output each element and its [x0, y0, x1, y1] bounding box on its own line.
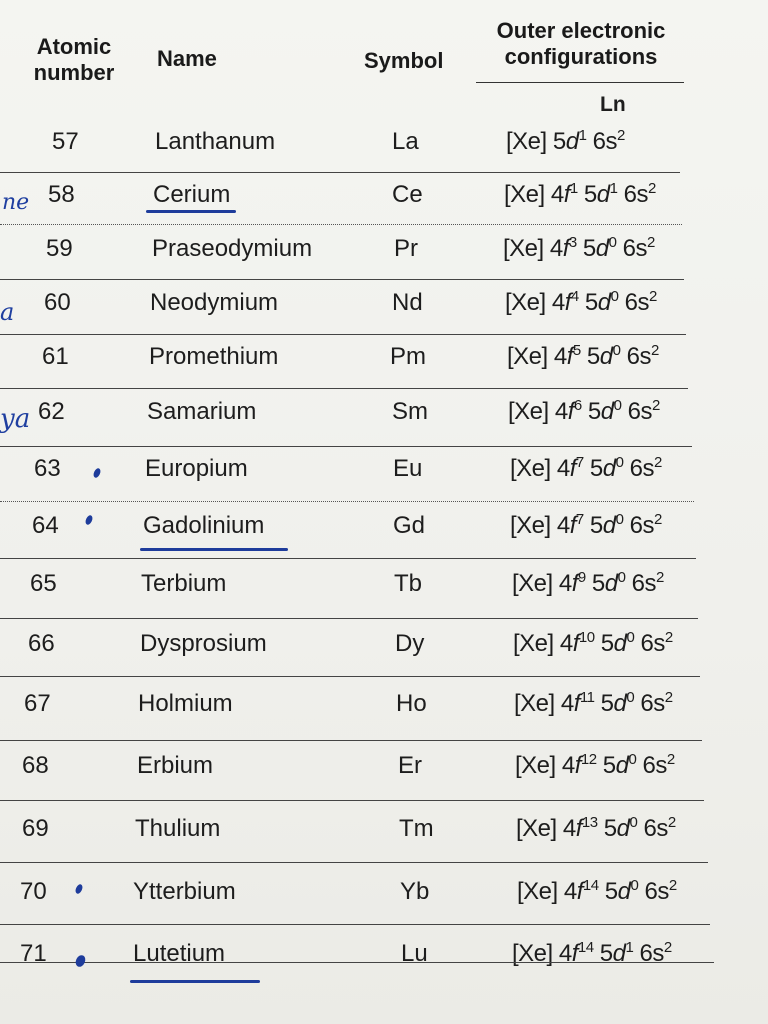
- atomic-number: 58: [48, 181, 75, 208]
- header-config-ln: Ln: [600, 93, 626, 116]
- config-core: [Xe]: [516, 815, 557, 842]
- element-name: Gadolinium: [143, 512, 265, 539]
- config-f-exponent: 7: [575, 511, 584, 528]
- element-symbol: Tm: [399, 815, 434, 842]
- config-s-exponent: 2: [648, 180, 656, 197]
- element-symbol: Tb: [394, 570, 423, 597]
- config-core: [Xe]: [517, 878, 558, 905]
- atomic-number: 64: [32, 512, 59, 539]
- config-s-exponent: 2: [663, 939, 672, 956]
- config-s-label: 6s: [640, 630, 665, 657]
- ink-underline-gadolinium: [140, 548, 288, 551]
- config-core: [Xe]: [508, 398, 549, 425]
- header-config-line2: configurations: [504, 44, 658, 69]
- electron-configuration: [Xe] $4f^{12}$ $5d^0$ $6s^2$: [515, 751, 675, 779]
- config-s-exponent: 2: [616, 127, 625, 144]
- electron-configuration: [Xe] $4f^6$ $5d^0$ $6s^2$: [508, 397, 660, 425]
- ink-mark-gadolinium: [84, 514, 94, 526]
- element-symbol: Eu: [393, 455, 423, 482]
- element-symbol: Pr: [394, 235, 418, 262]
- electron-configuration: [Xe] $4f^{11}$ $5d^0$ $6s^2$: [514, 689, 673, 717]
- config-f-exponent: 10: [578, 629, 595, 646]
- config-s-exponent: 2: [666, 751, 675, 768]
- row-divider: [0, 334, 686, 335]
- config-d-exponent: 0: [626, 689, 635, 706]
- config-d-exponent: 0: [626, 629, 635, 646]
- row-divider: [0, 446, 692, 447]
- config-s-label: 6s: [640, 690, 665, 717]
- config-core: [Xe]: [504, 181, 545, 208]
- electron-configuration: [Xe] $4f^7$ $5d^0$ $6s^2$: [510, 511, 662, 539]
- header-atomic-line2: number: [33, 60, 115, 85]
- ink-underline-lutetium: [130, 980, 260, 983]
- config-s-label: 6s: [644, 878, 669, 905]
- config-d-exponent: 0: [628, 751, 637, 768]
- row-divider: [0, 962, 714, 963]
- header-config: [478, 18, 684, 70]
- config-core: [Xe]: [513, 630, 554, 657]
- config-core: [Xe]: [514, 690, 555, 717]
- atomic-number: 71: [20, 940, 47, 967]
- element-name: Dysprosium: [140, 630, 267, 657]
- header-name: Name: [157, 46, 217, 71]
- element-name: Thulium: [135, 815, 221, 842]
- config-s-exponent: 2: [651, 342, 659, 359]
- config-f-exponent: 4: [570, 288, 579, 305]
- config-d-exponent: 0: [615, 454, 624, 471]
- config-s-exponent: 2: [652, 397, 660, 414]
- config-s-label: 6s: [629, 455, 655, 482]
- config-s-exponent: 2: [667, 814, 676, 831]
- config-f-exponent: 3: [568, 234, 577, 251]
- element-name: Lanthanum: [155, 128, 276, 155]
- config-core: [Xe]: [503, 235, 544, 262]
- atomic-number: 68: [22, 752, 49, 779]
- config-core: [Xe]: [507, 343, 548, 370]
- config-s-exponent: 2: [664, 689, 673, 706]
- electron-configuration: [Xe] $4f^9$ $5d^0$ $6s^2$: [512, 569, 664, 597]
- config-s-label: 6s: [624, 289, 650, 316]
- element-symbol: Er: [398, 752, 422, 779]
- atomic-number: 69: [22, 815, 49, 842]
- row-divider: [0, 558, 696, 559]
- row-divider: [0, 172, 680, 173]
- config-s-label: 6s: [592, 128, 617, 155]
- config-d-exponent: 0: [630, 877, 639, 894]
- config-s-exponent: 2: [647, 234, 655, 251]
- ink-underline-cerium: [146, 210, 236, 213]
- config-d-exponent: 0: [612, 342, 621, 359]
- electron-configuration: [Xe] $4f^{14}$ $5d^1$ $6s^2$: [512, 939, 672, 967]
- config-f-exponent: 12: [580, 751, 597, 768]
- electron-configuration: [Xe] $4f^{13}$ $5d^0$ $6s^2$: [516, 814, 676, 842]
- element-symbol: Yb: [400, 878, 430, 905]
- element-name: Ytterbium: [133, 878, 236, 905]
- config-s-exponent: 2: [664, 629, 673, 646]
- atomic-number: 67: [24, 690, 51, 717]
- config-d-exponent: 1: [625, 939, 634, 956]
- element-name: Samarium: [147, 398, 257, 425]
- electron-configuration: [Xe] $5d^1$ $6s^2$: [506, 127, 625, 155]
- element-symbol: Dy: [395, 630, 425, 657]
- element-symbol: Pm: [390, 343, 426, 370]
- row-divider: [0, 279, 684, 280]
- config-d-exponent: 0: [615, 511, 624, 528]
- config-f-exponent: 14: [577, 939, 594, 956]
- config-core: [Xe]: [506, 128, 547, 155]
- config-core: [Xe]: [512, 940, 553, 967]
- config-f-exponent: 5: [572, 342, 581, 359]
- element-name: Neodymium: [150, 289, 279, 316]
- element-name: Holmium: [138, 690, 233, 717]
- config-s-exponent: 2: [654, 454, 662, 471]
- electron-configuration: [Xe] $4f^4$ $5d^0$ $6s^2$: [505, 288, 657, 316]
- config-f-exponent: 13: [581, 814, 598, 831]
- config-f-exponent: 9: [577, 569, 586, 586]
- config-d-exponent: 0: [608, 234, 617, 251]
- electron-configuration: [Xe] $4f^5$ $5d^0$ $6s^2$: [507, 342, 659, 370]
- config-s-exponent: 2: [649, 288, 657, 305]
- config-f-exponent: 7: [575, 454, 584, 471]
- header-symbol: Symbol: [364, 48, 444, 73]
- element-symbol: La: [392, 128, 419, 155]
- row-divider: [0, 224, 682, 225]
- element-symbol: Lu: [401, 940, 428, 967]
- atomic-number: 65: [30, 570, 57, 597]
- atomic-number: 66: [28, 630, 55, 657]
- config-s-label: 6s: [642, 752, 667, 779]
- element-name: Praseodymium: [152, 235, 313, 262]
- config-d-exponent: 1: [578, 127, 587, 144]
- header-atomic-line1: Atomic: [36, 34, 112, 59]
- handwritten-note-62: ya: [0, 404, 31, 434]
- config-s-label: 6s: [629, 512, 655, 539]
- config-d-exponent: 0: [629, 814, 638, 831]
- electron-configuration: [Xe] $4f^{10}$ $5d^0$ $6s^2$: [513, 629, 673, 657]
- element-symbol: Ho: [396, 690, 427, 717]
- config-d-exponent: 0: [610, 288, 619, 305]
- ink-mark-ytterbium: [74, 883, 84, 895]
- config-s-exponent: 2: [668, 877, 677, 894]
- config-d-exponent: 0: [613, 397, 622, 414]
- atomic-number: 61: [42, 343, 69, 370]
- electron-configuration: [Xe] $4f^{14}$ $5d^0$ $6s^2$: [517, 877, 677, 905]
- element-name: Promethium: [149, 343, 279, 370]
- config-s-label: 6s: [631, 570, 657, 597]
- config-s-exponent: 2: [656, 569, 664, 586]
- ink-mark-lutetium: [74, 954, 87, 969]
- row-divider: [0, 676, 700, 677]
- config-s-label: 6s: [626, 343, 652, 370]
- config-s-label: 6s: [623, 181, 649, 208]
- row-divider: [0, 740, 702, 741]
- config-d-exponent: 0: [617, 569, 626, 586]
- row-divider: [0, 862, 708, 863]
- config-f-exponent: 14: [582, 877, 599, 894]
- config-core: [Xe]: [510, 455, 551, 482]
- handwritten-note-58: ne: [2, 190, 30, 215]
- config-core: [Xe]: [505, 289, 546, 316]
- row-divider: [0, 800, 704, 801]
- config-f-exponent: 6: [573, 397, 582, 414]
- config-f-exponent: 1: [569, 180, 578, 197]
- atomic-number: 59: [46, 235, 73, 262]
- config-s-label: 6s: [622, 235, 648, 262]
- row-divider: [0, 618, 698, 619]
- element-name: Cerium: [153, 181, 231, 208]
- element-name: Lutetium: [133, 940, 226, 967]
- config-core: [Xe]: [512, 570, 553, 597]
- atomic-number: 62: [38, 398, 65, 425]
- atomic-number: 70: [20, 878, 47, 905]
- config-f-exponent: 11: [579, 689, 595, 706]
- electron-configuration: [Xe] $4f^1$ $5d^1$ $6s^2$: [504, 180, 656, 208]
- handwritten-note-60: a: [0, 298, 15, 326]
- electron-configuration: [Xe] $4f^3$ $5d^0$ $6s^2$: [503, 234, 655, 262]
- atomic-number: 60: [44, 289, 71, 316]
- header-config-line1: Outer electronic: [496, 18, 666, 43]
- row-divider: [0, 501, 694, 502]
- row-divider: [0, 924, 710, 925]
- element-name: Terbium: [141, 570, 227, 597]
- config-core: [Xe]: [510, 512, 551, 539]
- config-core: [Xe]: [515, 752, 556, 779]
- element-name: Erbium: [137, 752, 214, 779]
- config-s-label: 6s: [639, 940, 664, 967]
- config-s-label: 6s: [643, 815, 668, 842]
- atomic-number: 63: [34, 455, 61, 482]
- electron-configuration: [Xe] $4f^7$ $5d^0$ $6s^2$: [510, 454, 662, 482]
- element-symbol: Sm: [392, 398, 428, 425]
- element-name: Europium: [145, 455, 248, 482]
- config-d-exponent: 1: [609, 180, 618, 197]
- row-divider: [0, 388, 688, 389]
- ink-mark-europium: [92, 467, 102, 479]
- config-s-label: 6s: [627, 398, 653, 425]
- element-symbol: Ce: [392, 181, 423, 208]
- config-s-exponent: 2: [654, 511, 662, 528]
- element-symbol: Nd: [392, 289, 423, 316]
- atomic-number: 57: [52, 128, 79, 155]
- header-atomic-number: [26, 34, 122, 86]
- header-config-rule: [476, 82, 684, 83]
- element-symbol: Gd: [393, 512, 426, 539]
